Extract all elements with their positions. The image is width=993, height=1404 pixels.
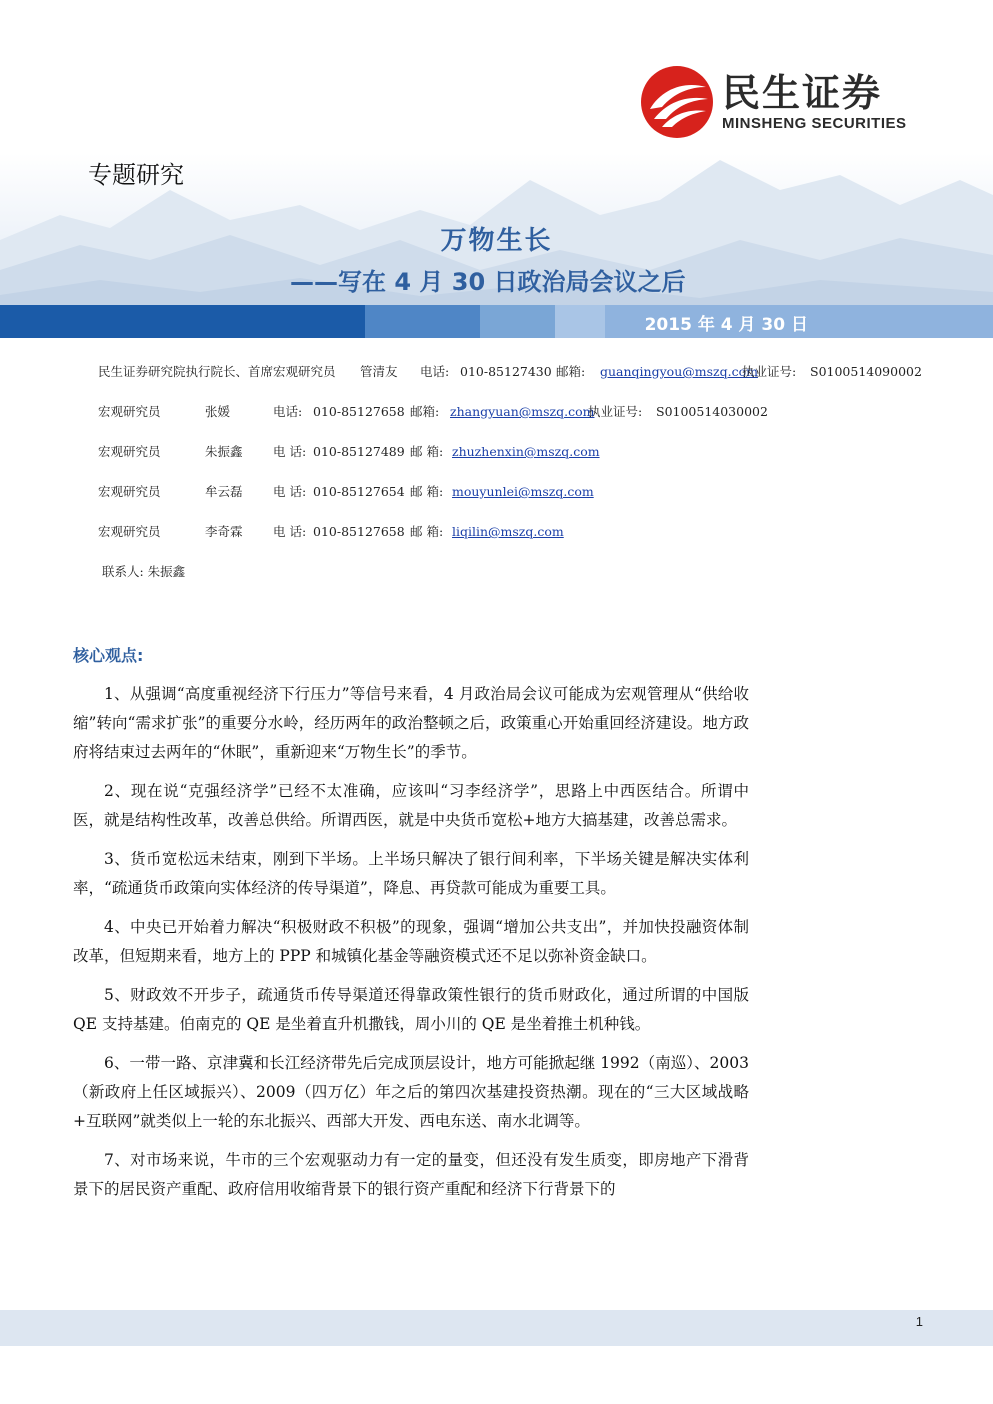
author-name: 李奇霖 bbox=[205, 524, 243, 539]
author-list bbox=[98, 362, 958, 602]
core-point: 3、货币宽松远未结束，刚到下半场。上半场只解决了银行间利率，下半场关键是解决实体利率，“疏通货币政策向实体经济的传导渠道”，降息、再贷款可能成为重要工具。 bbox=[73, 850, 749, 897]
author-row bbox=[98, 482, 958, 522]
phone-label: 电话: bbox=[273, 404, 303, 419]
contact-person: 联系人: 朱振鑫 bbox=[102, 564, 186, 579]
phone-label: 电 话: bbox=[273, 484, 307, 499]
author-row bbox=[98, 402, 958, 442]
minsheng-logo bbox=[640, 62, 930, 142]
report-date: 2015 年 4 月 30 日 bbox=[644, 315, 808, 335]
author-cert: S0100514090002 bbox=[810, 364, 922, 379]
author-role: 宏观研究员 bbox=[98, 404, 161, 419]
phone-label: 电 话: bbox=[273, 444, 307, 459]
cert-label: 执业证号: bbox=[742, 364, 797, 379]
core-views-heading: 核心观点: bbox=[73, 646, 144, 665]
author-phone: 010-85127658 bbox=[313, 404, 405, 419]
cert-label: 执业证号: bbox=[588, 404, 643, 419]
core-point: 7、对市场来说，牛市的三个宏观驱动力有一定的量变，但还没有发生质变，即房地产下滑背景下的居民资产重配、政府信用收缩背景下的银行资产重配和经济下行背景下的 bbox=[73, 1151, 749, 1198]
author-name: 张媛 bbox=[205, 404, 231, 419]
phone-label: 电话: bbox=[420, 364, 450, 379]
author-role: 民生证券研究院执行院长、首席宏观研究员 bbox=[98, 364, 336, 379]
report-type: 专题研究 bbox=[88, 161, 184, 189]
brand-name-en: MINSHENG SECURITIES bbox=[722, 115, 907, 132]
email-label: 邮箱: bbox=[410, 404, 440, 419]
core-point: 5、财政效不开步子，疏通货币传导渠道还得靠政策性银行的货币财政化，通过所谓的中国版 QE 支持基建。伯南克的 QE 是坐着直升机撒钱，周小川的 QE 是坐着推土机种钱。 bbox=[73, 986, 749, 1033]
author-phone: 010-85127489 bbox=[313, 444, 405, 459]
author-role: 宏观研究员 bbox=[98, 444, 161, 459]
header-color-band bbox=[0, 305, 993, 338]
author-phone: 010-85127430 bbox=[460, 364, 552, 379]
phone-label: 电 话: bbox=[273, 524, 307, 539]
author-email-link[interactable]: zhuzhenxin@mszq.com bbox=[452, 444, 600, 459]
report-title: 万物生长 bbox=[440, 226, 553, 256]
core-point: 1、从强调“高度重视经济下行压力”等信号来看，4 月政治局会议可能成为宏观管理从“供给收缩”转向“需求扩张”的重要分水岭，经历两年的政治整顿之后，政策重心开始重回经济建设。地方政府将结束过去两年的“休眠”，重新迎来“万物生长”的季节。 bbox=[73, 685, 749, 761]
email-label: 邮 箱: bbox=[410, 524, 444, 539]
author-name: 管清友 bbox=[360, 364, 398, 379]
author-name: 朱振鑫 bbox=[205, 444, 243, 459]
report-subtitle: ——写在 4 月 30 日政治局会议之后 bbox=[290, 268, 686, 296]
author-email-link[interactable]: guanqingyou@mszq.com bbox=[600, 364, 758, 379]
author-row bbox=[98, 522, 958, 562]
author-role: 宏观研究员 bbox=[98, 524, 161, 539]
contact-row bbox=[98, 562, 958, 602]
core-point: 6、一带一路、京津冀和长江经济带先后完成顶层设计，地方可能掀起继 1992（南巡）、2003（新政府上任区域振兴）、2009（四万亿）年之后的第四次基建投资热潮。现在的“三大区域战略+互联网”就类似上一轮的东北振兴、西部大开发、西电东送、南水北调等。 bbox=[73, 1054, 749, 1130]
author-phone: 010-85127658 bbox=[313, 524, 405, 539]
core-views-list bbox=[73, 680, 749, 1214]
email-label: 邮 箱: bbox=[410, 444, 444, 459]
minsheng-logo-mark-icon bbox=[640, 65, 714, 139]
author-email-link[interactable]: zhangyuan@mszq.com bbox=[450, 404, 595, 419]
page-number: 1 bbox=[915, 1314, 923, 1329]
author-name: 牟云磊 bbox=[205, 484, 243, 499]
author-email-link[interactable]: mouyunlei@mszq.com bbox=[452, 484, 594, 499]
core-point: 2、现在说“克强经济学”已经不太准确，应该叫“习李经济学”，思路上中西医结合。所谓中医，就是结构性改革，改善总供给。所谓西医，就是中央货币宽松+地方大搞基建，改善总需求。 bbox=[73, 782, 749, 829]
author-role: 宏观研究员 bbox=[98, 484, 161, 499]
page-footer-band bbox=[0, 1310, 993, 1346]
brand-name-cn: 民生证券 bbox=[722, 71, 883, 115]
author-row bbox=[98, 362, 958, 402]
author-email-link[interactable]: liqilin@mszq.com bbox=[452, 524, 564, 539]
email-label: 邮箱: bbox=[556, 364, 586, 379]
author-row bbox=[98, 442, 958, 482]
email-label: 邮 箱: bbox=[410, 484, 444, 499]
author-phone: 010-85127654 bbox=[313, 484, 405, 499]
core-point: 4、中央已开始着力解决“积极财政不积极”的现象，强调“增加公共支出”，并加快投融资体制改革，但短期来看，地方上的 PPP 和城镇化基金等融资模式还不足以弥补资金缺口。 bbox=[73, 918, 749, 965]
author-cert: S0100514030002 bbox=[656, 404, 768, 419]
